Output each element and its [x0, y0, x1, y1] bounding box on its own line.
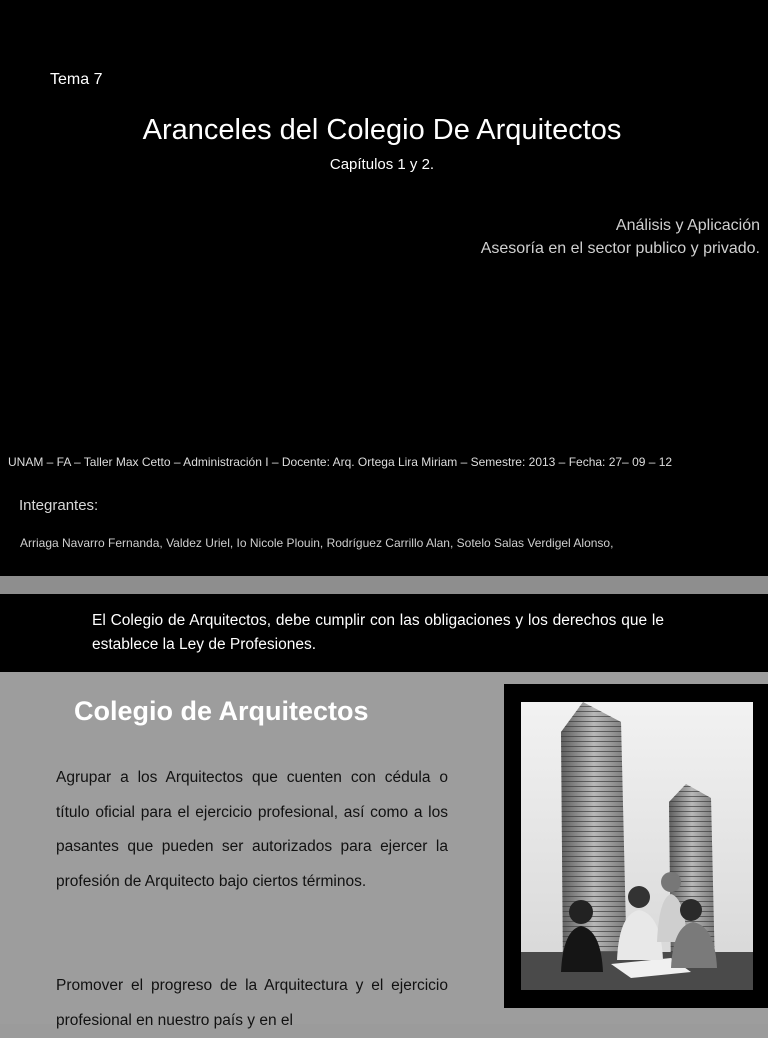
topic-number: Tema 7 — [50, 71, 103, 88]
paragraph-2: Promover el progreso de la Arquitectura y el ejercicio profesional en nuestro país y en el — [56, 977, 448, 1029]
description-line-1: Análisis y Aplicación — [615, 217, 760, 234]
slide-subtitle: Capítulos 1 y 2. — [329, 156, 435, 173]
members-list: Arriaga Navarro Fernanda, Valdez Uriel, Io Nicole Plouin, Rodríguez Carrillo Alan, Sotelo Salas Verdigel Alonso, — [20, 536, 614, 550]
course-info: UNAM – FA – Taller Max Cetto – Administración I – Docente: Arq. Ortega Lira Miriam – Semestre: 2013 – Fecha: 27– 09 – 12 — [8, 455, 673, 469]
content-title: Colegio de Arquitectos — [74, 696, 369, 726]
architects-photo — [521, 702, 753, 990]
skyscraper-left — [561, 702, 627, 972]
members-heading: Integrantes: — [19, 497, 99, 514]
description-line-2: Asesoría en el sector publico y privado. — [480, 240, 760, 257]
slide-divider — [0, 576, 768, 594]
paragraph-1: Agrupar a los Arquitectos que cuenten con cédula o título oficial para el ejercicio profesional, así como a los pasantes que pueden ser autorizados para ejercer la profesión de Arquitecto bajo ciertos términos. — [56, 769, 448, 890]
topic-description — [481, 214, 760, 260]
statement-text: El Colegio de Arquitectos, debe cumplir con las obligaciones y los derechos que le establece la Ley de Profesiones. — [92, 612, 664, 653]
slide-title: Aranceles del Colegio De Arquitectos — [142, 114, 622, 146]
